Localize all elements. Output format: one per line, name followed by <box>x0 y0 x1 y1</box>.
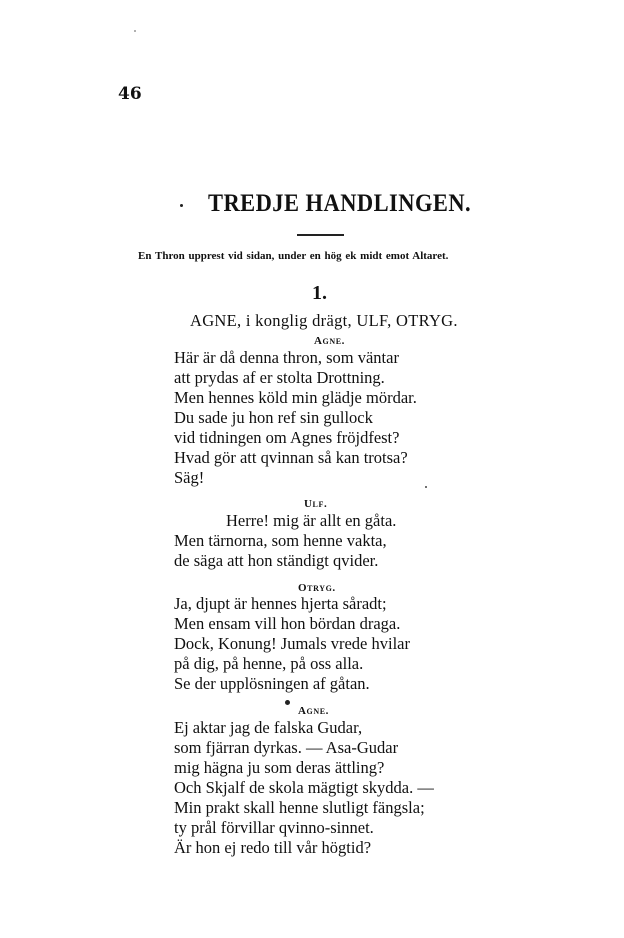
verse-line: mig hägna ju som deras ättling? <box>174 758 385 777</box>
verse-line: Men tärnorna, som henne vakta, <box>174 531 387 550</box>
verse-line: Här är då denna thron, som väntar <box>174 348 399 367</box>
ink-speck <box>134 30 136 32</box>
verse-line: Och Skjalf de skola mägtigt skydda. — <box>174 778 434 797</box>
verse-line: Du sade ju hon ref sin gullock <box>174 408 373 427</box>
verse-line: ty prål förvillar qvinno-sinnet. <box>174 818 374 837</box>
verse-line: Se der upplösningen af gåtan. <box>174 674 370 693</box>
verse-line: Ej aktar jag de falska Gudar, <box>174 718 363 737</box>
verse-line: som fjärran dyrkas. — Asa-Gudar <box>174 738 399 757</box>
verse-line: Min prakt skall henne slutligt fängsla; <box>174 798 425 817</box>
title-divider <box>297 234 344 236</box>
speech-block <box>174 594 410 694</box>
act-title: TREDJE HANDLINGEN. <box>208 190 472 217</box>
speaker-name: Otryg. <box>298 582 336 594</box>
verse-line: att prydas af er stolta Drottning. <box>174 368 385 387</box>
verse-line: Säg! <box>174 468 205 487</box>
verse-line: Men ensam vill hon bördan draga. <box>174 614 401 633</box>
verse-line: Är hon ej redo till vår högtid? <box>174 838 372 857</box>
page-number: 46 <box>118 84 142 104</box>
verse-line: Hvad gör att qvinnan så kan trotsa? <box>174 448 408 467</box>
speaker-name: Agne. <box>314 335 346 347</box>
speech-block <box>174 511 396 571</box>
verse-line: på dig, på henne, på oss alla. <box>174 654 364 673</box>
stage-direction: En Thron upprest vid sidan, under en hög ek midt emot Altaret. <box>138 250 449 262</box>
verse-line: de säga att hon ständigt qvider. <box>174 551 379 570</box>
verse-line: Herre! mig är allt en gåta. <box>226 511 397 530</box>
speech-block <box>174 718 434 858</box>
speech-block <box>174 348 417 488</box>
verse-line: vid tidningen om Agnes fröjdfest? <box>174 428 400 447</box>
speaker-name: Agne. <box>298 705 330 717</box>
ink-speck <box>425 486 427 488</box>
cast-list: AGNE, i konglig drägt, ULF, OTRYG. <box>190 311 458 330</box>
title-dot-mark <box>180 204 183 207</box>
verse-line: Dock, Konung! Jumals vrede hvilar <box>174 634 410 653</box>
ink-speck <box>285 700 290 705</box>
verse-line: Men hennes köld min glädje mördar. <box>174 388 417 407</box>
speaker-name: Ulf. <box>304 498 328 510</box>
verse-line: Ja, djupt är hennes hjerta såradt; <box>174 594 387 613</box>
scene-number: 1. <box>312 282 327 304</box>
